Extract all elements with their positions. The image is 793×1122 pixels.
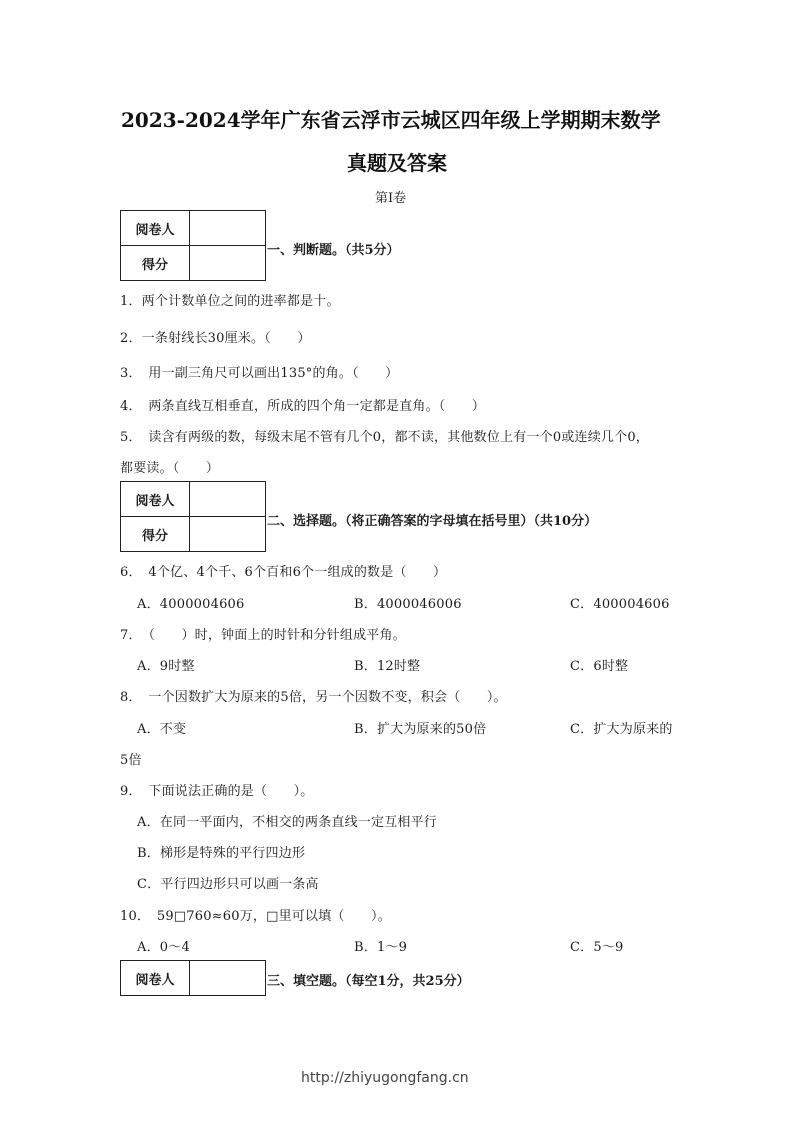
question-6: 6． 4个亿、4个千、6个百和6个一组成的数是（ ） [120,565,447,580]
question-6-option-b: B．4000046006 [354,597,462,612]
section1-heading: 一、判断题。（共5分） [267,243,400,258]
question-4: 4． 两条直线互相垂直，所成的四个角一定都是直角。（ ） [120,399,486,414]
section2-heading: 二、选择题。（将正确答案的字母填在括号里）（共10分） [267,514,598,529]
question-8-option-b: B．扩大为原来的50倍 [354,722,487,737]
question-10-option-b: B．1～9 [354,940,408,955]
question-7-option-c: C．6时整 [570,659,629,674]
question-5: 5． 读含有两级的数，每级末尾不管有几个0，都不读，其他数位上有一个0或连续几个0， [120,430,649,445]
doc-title-line1: 2023-2024学年广东省云浮市云城区四年级上学期期末数学 [121,108,661,132]
question-10: 10． 59□760≈60万，□里可以填（ ）。 [120,909,391,924]
doc-title-line2: 真题及答案 [347,151,447,175]
reviewer-cell[interactable] [190,961,266,996]
score-label: 得分 [121,517,190,552]
footer-url[interactable]: http://zhiyugongfang.cn [301,1070,469,1086]
question-9-option-b: B．梯形是特殊的平行四边形 [137,846,306,861]
question-8-option-c-cont: 5倍 [120,753,142,768]
question-10-option-a: A．0～4 [137,940,190,955]
question-8-option-c: C．扩大为原来的 [570,722,673,737]
section3-heading: 三、填空题。（每空1分，共25分） [267,974,470,989]
question-10-option-c: C．5～9 [570,940,624,955]
question-8: 8． 一个因数扩大为原来的5倍，另一个因数不变，积会（ ）。 [120,690,507,705]
reviewer-label: 阅卷人 [121,211,190,246]
reviewer-label: 阅卷人 [121,961,190,996]
question-8-option-a: A．不变 [137,722,187,737]
question-6-option-c: C．400004606 [570,597,670,612]
reviewer-label: 阅卷人 [121,482,190,517]
question-2: 2．一条射线长30厘米。（ ） [120,331,311,346]
question-3: 3． 用一副三角尺可以画出135°的角。（ ） [120,366,399,381]
score-cell[interactable] [190,246,266,281]
question-6-option-a: A．4000004606 [137,597,245,612]
question-9-option-c: C．平行四边形只可以画一条高 [137,877,319,892]
score-box-section3 [120,960,266,996]
question-9-option-a: A．在同一平面内，不相交的两条直线一定互相平行 [137,815,437,830]
volume-label: 第Ⅰ卷 [375,191,407,206]
question-9: 9． 下面说法正确的是（ ）。 [120,784,314,799]
question-7: 7． （ ）时，钟面上的时针和分针组成平角。 [120,628,406,643]
question-7-option-b: B．12时整 [354,659,421,674]
reviewer-cell[interactable] [190,211,266,246]
score-box-section2 [120,481,266,552]
question-5-cont: 都要读。（ ） [120,461,220,476]
score-box-section1 [120,210,266,281]
question-1: 1．两个计数单位之间的进率都是十。 [120,294,340,309]
score-label: 得分 [121,246,190,281]
score-cell[interactable] [190,517,266,552]
reviewer-cell[interactable] [190,482,266,517]
question-7-option-a: A．9时整 [137,659,195,674]
